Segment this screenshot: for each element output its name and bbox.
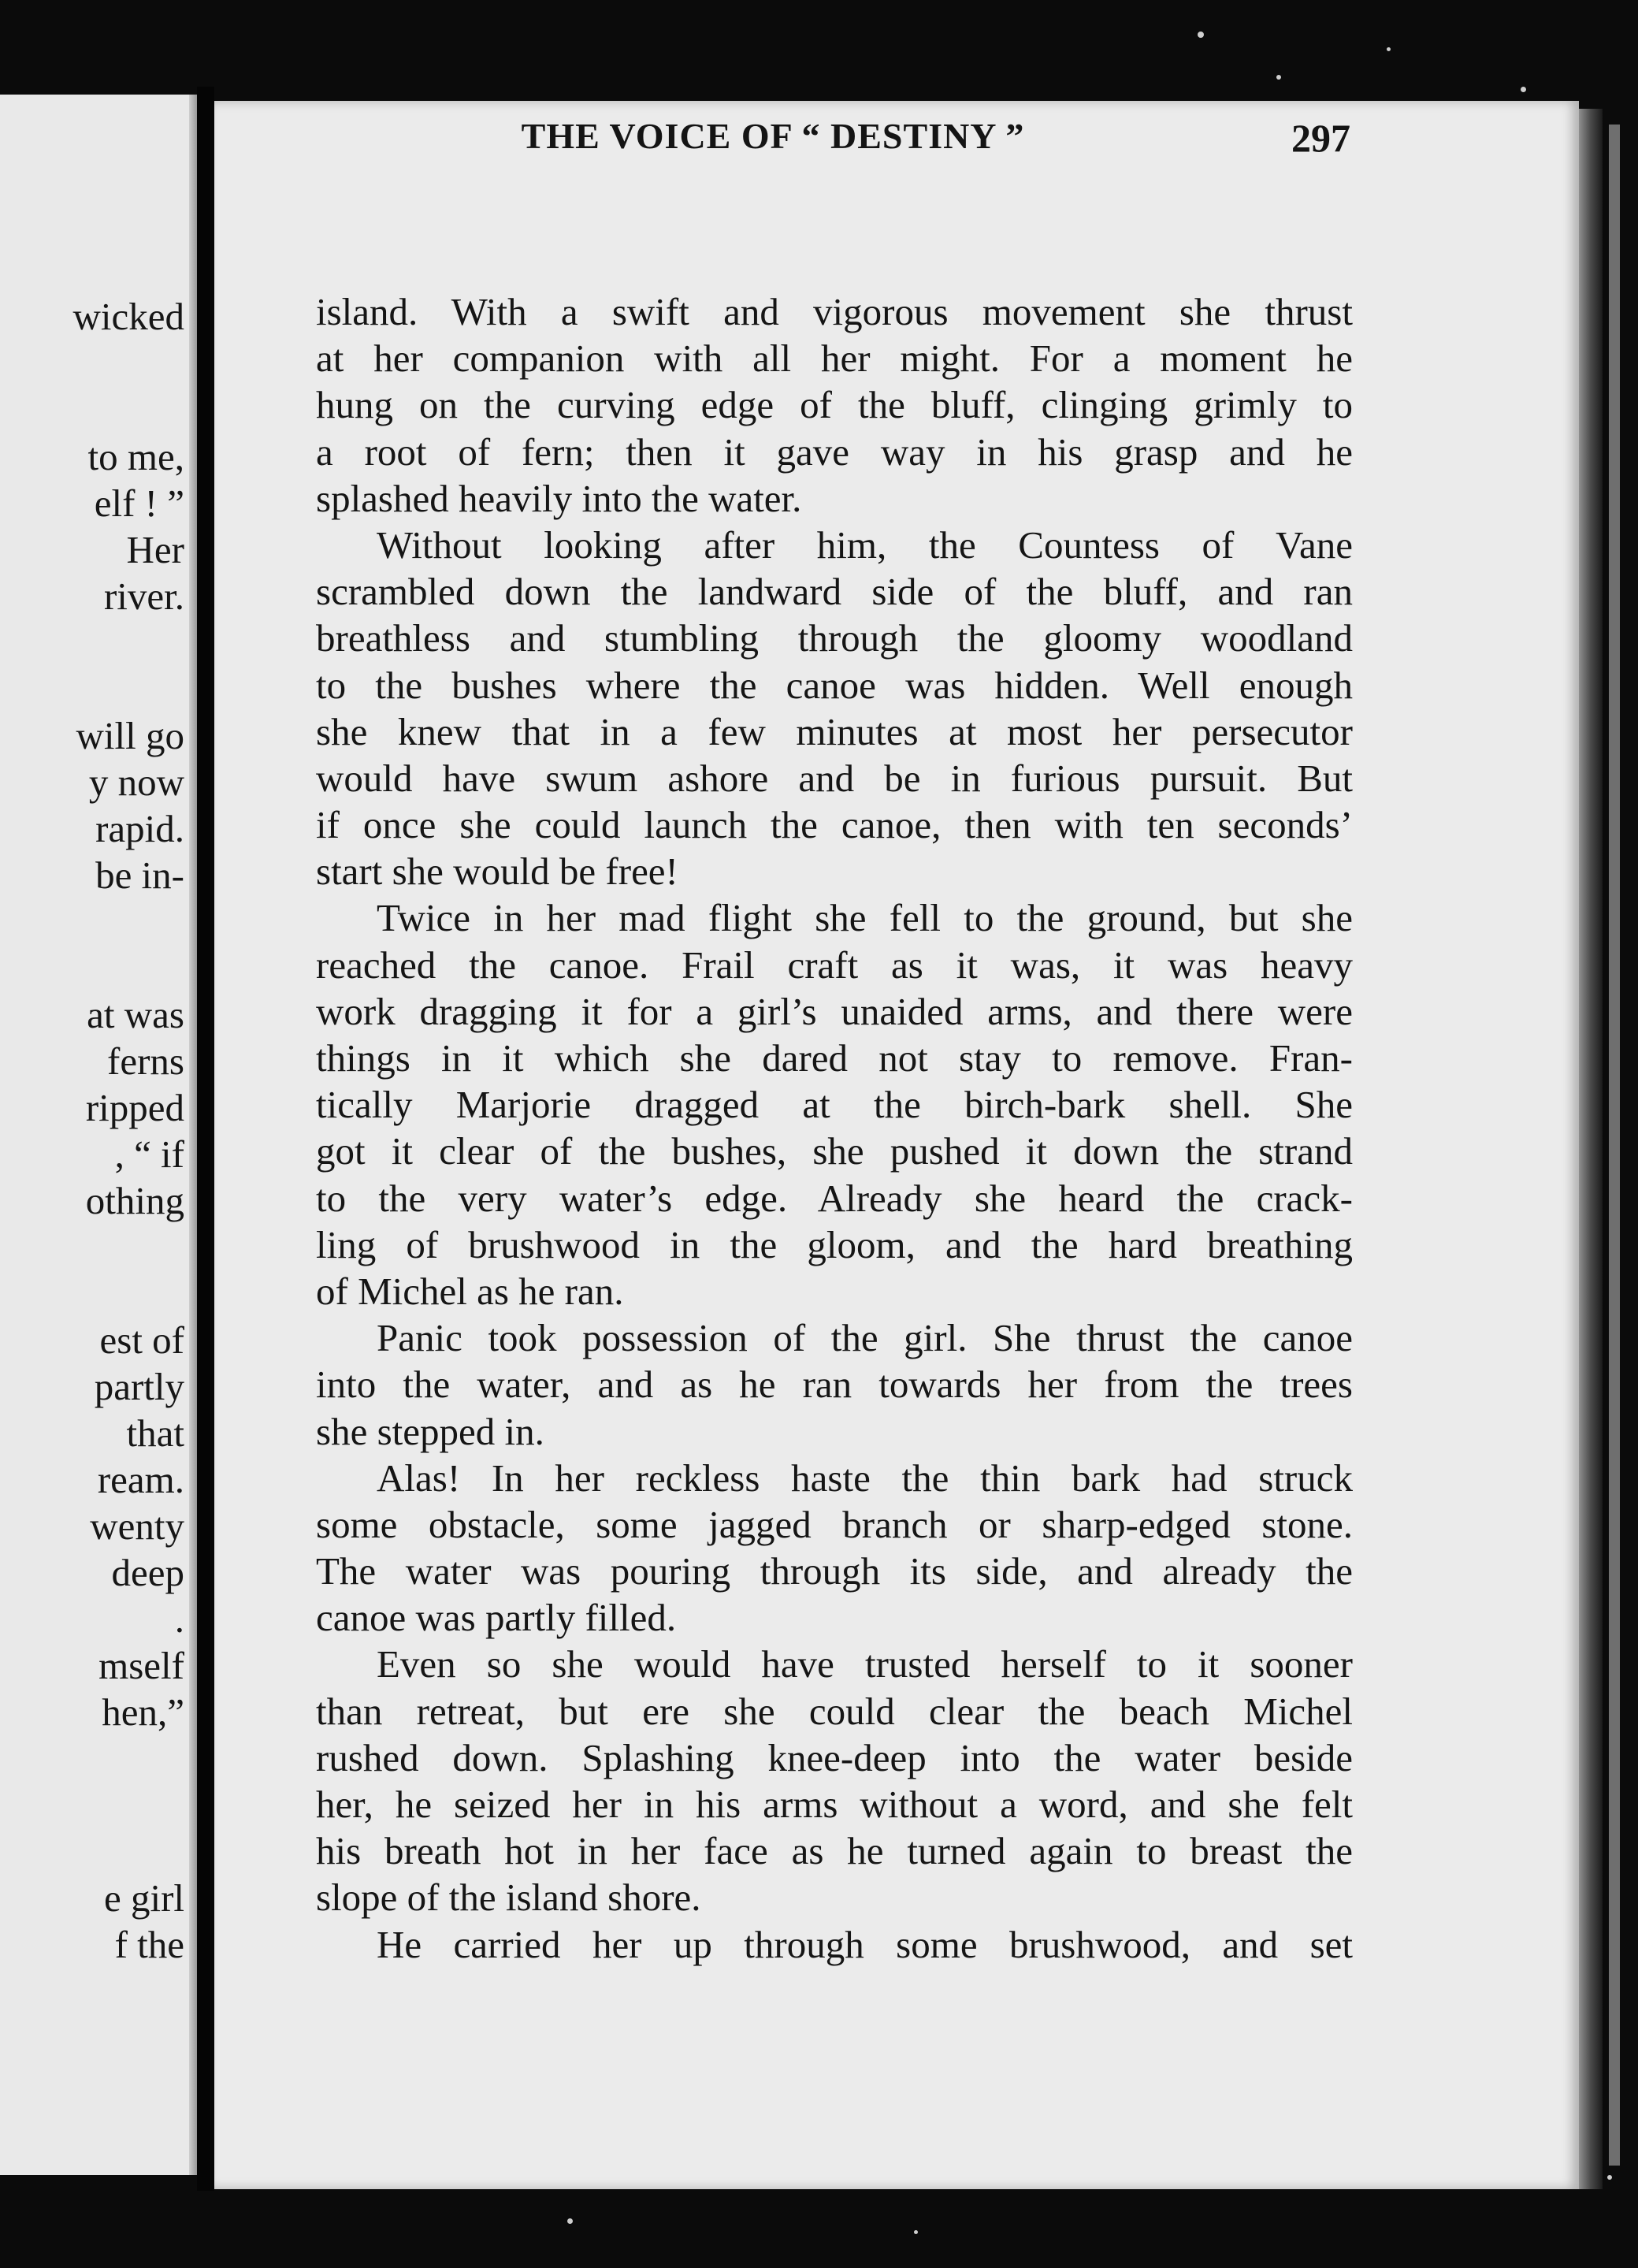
scan-speck (914, 2230, 918, 2234)
running-title: THE VOICE OF “ DESTINY ” (521, 116, 1025, 156)
left-page-fragment: rapid. (95, 807, 184, 850)
left-facing-page (0, 95, 197, 2175)
text-line: got it clear of the bushes, she pushed it down the strand (316, 1129, 1353, 1173)
scan-speck (1198, 32, 1204, 38)
page-fore-edge-shadow (1609, 125, 1620, 2166)
text-line: rushed down. Splashing knee-deep into the water beside (316, 1735, 1353, 1779)
left-page-fragment: y now (88, 760, 184, 804)
left-page-fragment: ream. (97, 1458, 184, 1501)
page-fore-edge (1579, 109, 1603, 2189)
left-page-fragment: elf ! ” (94, 481, 184, 525)
text-line: Even so she would have trusted herself to it sooner (377, 1642, 1353, 1686)
text-line: at her companion with all her might. For a moment he (316, 336, 1353, 381)
left-page-fragment: at was (87, 993, 184, 1036)
text-line: The water was pouring through its side, and already the (316, 1549, 1353, 1593)
text-line: Twice in her mad flight she fell to the ground, but she (377, 896, 1353, 940)
left-page-fragment: partly (94, 1365, 184, 1408)
left-page-fragment: river. (103, 574, 184, 618)
text-line: hung on the curving edge of the bluff, clinging grimly to (316, 383, 1353, 427)
text-line: tically Marjorie dragged at the birch-bark shell. She (316, 1083, 1353, 1127)
text-line: reached the canoe. Frail craft as it was, it was heavy (316, 943, 1353, 987)
text-line: island. With a swift and vigorous movement she thrust (316, 290, 1353, 333)
left-page-fragment: deep (111, 1551, 184, 1594)
left-page-fragment: Her (126, 528, 184, 571)
text-line: things in it which she dared not stay to remove. Fran- (316, 1036, 1353, 1080)
left-page-fragment: . (174, 1597, 184, 1641)
text-line: a root of fern; then it gave way in his grasp and he (316, 429, 1353, 474)
left-page-fragment: mself (98, 1644, 184, 1687)
text-line: Alas! In her reckless haste the thin bark had struck (377, 1456, 1353, 1500)
text-line: into the water, and as he ran towards her from the trees (316, 1363, 1353, 1407)
book-gutter (197, 87, 214, 2191)
text-line: work dragging it for a girl’s unaided arms, and there were (316, 989, 1353, 1033)
scan-speck (567, 2218, 573, 2224)
text-line: start she would be free! (316, 850, 678, 894)
text-line: if once she could launch the canoe, then with ten seconds’ (316, 803, 1353, 847)
text-line: breathless and stumbling through the gloomy woodland (316, 616, 1353, 660)
text-line: canoe was partly filled. (316, 1596, 677, 1640)
body-text (316, 288, 1353, 1968)
scan-speck (1607, 2175, 1612, 2180)
scan-speck (1521, 87, 1526, 92)
text-line: his breath hot in her face as he turned again to breast the (316, 1829, 1353, 1873)
text-line: some obstacle, some jagged branch or sharp-edged stone. (316, 1502, 1353, 1546)
text-line: would have swum ashore and be in furious pursuit. But (316, 756, 1353, 800)
left-page-fragment: hen,” (102, 1690, 184, 1734)
text-line: Without looking after him, the Countess of Vane (377, 522, 1353, 567)
left-page-fragment: ripped (85, 1086, 184, 1129)
left-page-fragment: f the (114, 1923, 184, 1966)
left-page-fragment: est of (99, 1318, 184, 1362)
left-page-fragment: ferns (107, 1039, 184, 1083)
left-page-fragment: to me, (87, 435, 184, 478)
text-line: she knew that in a few minutes at most her persecutor (316, 709, 1353, 753)
text-line: He carried her up through some brushwood, and set (377, 1922, 1353, 1966)
text-line: scrambled down the landward side of the bluff, and ran (316, 570, 1353, 614)
text-line: she stepped in. (316, 1409, 544, 1453)
text-line: Panic took possession of the girl. She thrust the canoe (377, 1316, 1353, 1360)
running-head (314, 109, 1350, 164)
left-page-fragment: e girl (103, 1876, 184, 1920)
left-page-fragment: wenty (90, 1504, 184, 1548)
text-line: splashed heavily into the water. (316, 476, 802, 520)
left-page-fragment: will go (76, 714, 184, 757)
text-line: to the very water’s edge. Already she heard the crack- (316, 1176, 1353, 1220)
text-line: to the bushes where the canoe was hidden. Well enough (316, 663, 1353, 707)
left-page-fragment: be in- (95, 853, 184, 897)
left-page-fragment: othing (85, 1179, 184, 1222)
left-page-fragment: wicked (72, 295, 184, 338)
text-line: her, he seized her in his arms without a word, and she felt (316, 1783, 1353, 1826)
scan-speck (1276, 75, 1281, 80)
text-line: than retreat, but ere she could clear the beach Michel (316, 1689, 1353, 1733)
text-line: of Michel as he ran. (316, 1269, 624, 1313)
text-line: ling of brushwood in the gloom, and the hard breathing (316, 1222, 1353, 1266)
scan-speck (1387, 47, 1391, 51)
text-line: slope of the island shore. (316, 1876, 701, 1920)
page-number: 297 (1291, 116, 1350, 160)
left-page-edge (189, 95, 197, 2175)
left-page-fragment: that (126, 1411, 184, 1455)
left-page-fragment: , “ if (114, 1132, 184, 1176)
